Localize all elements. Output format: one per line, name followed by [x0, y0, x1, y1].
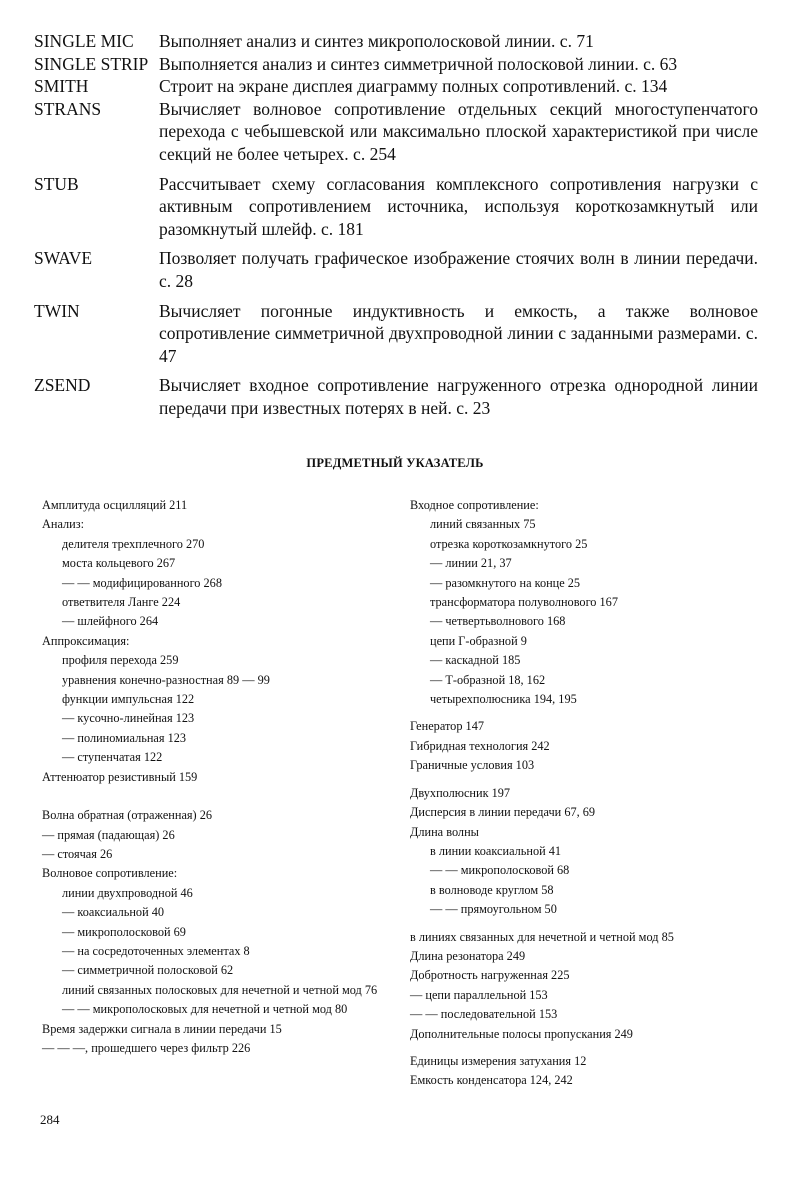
- index-entry: Дополнительные полосы пропускания 249: [410, 1026, 633, 1041]
- glossary-definition: Выполняет анализ и синтез микрополосковой линии. с. 71: [159, 31, 594, 51]
- glossary-entry-swave: [34, 247, 758, 292]
- index-column-left: [42, 496, 384, 1058]
- index-spacer: [410, 920, 760, 928]
- index-entry: — цепи параллельной 153: [410, 987, 548, 1002]
- glossary-term: TWIN: [34, 300, 80, 321]
- index-entry: Длина волны: [410, 824, 479, 839]
- glossary-entry-single-strip: [34, 53, 758, 76]
- index-entry: Волновое сопротивление:: [42, 866, 178, 881]
- glossary-term: SWAVE: [34, 248, 93, 269]
- index-spacer: [410, 776, 760, 784]
- index-entry: Граничные условия 103: [410, 758, 535, 773]
- glossary-term: ZSEND: [34, 375, 91, 396]
- index-entry: Добротность нагруженная 225: [410, 968, 570, 983]
- index-subentry: — — микрополосковых для нечетной и четной мод 80: [62, 1002, 348, 1017]
- index-subentry: трансформатора полуволнового 167: [430, 595, 618, 610]
- glossary-definition: Позволяет получать графическое изображение стоячих волн в линии передачи. с. 28: [159, 248, 758, 291]
- index-subentry: цепи Г-образной 9: [430, 633, 527, 648]
- index-entry: Амплитуда осцилляций 211: [42, 498, 188, 512]
- index-subentry: — — микрополосковой 68: [430, 863, 570, 878]
- index-entry: — прямая (падающая) 26: [42, 827, 175, 842]
- index-column-right: [410, 496, 760, 1091]
- glossary-definition: Вычисляет входное сопротивление нагруженного отрезка однородной линии передачи при известных потерях в ней. с. 23: [159, 375, 758, 418]
- index-spacer: [410, 709, 760, 717]
- index-subentry: линии двухпроводной 46: [62, 885, 193, 900]
- index-entry: Дисперсия в линии передачи 67, 69: [410, 805, 596, 820]
- index-subentry: отрезка короткозамкнутого 25: [430, 536, 588, 551]
- index-entry: в линиях связанных для нечетной и четной мод 85: [410, 929, 674, 944]
- index-entry: — — последовательной 153: [410, 1007, 558, 1022]
- glossary-entry-stub: [34, 173, 758, 241]
- index-subentry: — разомкнутого на конце 25: [430, 575, 581, 590]
- index-entry: Анализ:: [42, 517, 85, 532]
- glossary-definition: Строит на экране дисплея диаграмму полных сопротивлений. с. 134: [159, 76, 668, 97]
- index-entry: Аттенюатор резистивный 159: [42, 769, 198, 784]
- index-entry: Волна обратная (отраженная) 26: [42, 808, 213, 823]
- index-spacer: [42, 787, 384, 806]
- index-subentry: линий связанных полосковых для нечетной и четной мод 76: [62, 982, 378, 997]
- glossary: [34, 30, 758, 427]
- index-entry: Аппроксимация:: [42, 633, 130, 648]
- index-subentry: — ступенчатая 122: [62, 750, 163, 765]
- index-subentry: четырехполюсника 194, 195: [430, 692, 577, 707]
- glossary-definition: Вычисляет погонные индуктивность и емкость, а также волновое сопротивление симметричной двухпроводной линии с заданными размерами. с. 47: [159, 300, 758, 366]
- glossary-entry-strans: [34, 98, 758, 166]
- index-subentry: — каскадной 185: [430, 653, 521, 668]
- glossary-definition: Вычисляет волновое сопротивление отдельных секций многоступенчатого перехода с чебышевской или максимально плоской характеристикой при числе секций не более четырех. с. 254: [159, 98, 758, 164]
- index-subentry: ответвителя Ланге 224: [62, 595, 181, 610]
- index-entry: Двухполюсник 197: [410, 785, 511, 800]
- index-subentry: делителя трехплечного 270: [62, 536, 205, 551]
- index-spacer: [410, 1044, 760, 1052]
- glossary-entry-single-mic: [34, 30, 758, 53]
- glossary-entry-zsend: [34, 374, 758, 419]
- glossary-entry-smith: [34, 75, 758, 98]
- index-subentry: в волноводе круглом 58: [430, 882, 554, 897]
- index-subentry: — кусочно-линейная 123: [62, 711, 195, 726]
- index-subentry: — — модифицированного 268: [62, 575, 222, 590]
- index-subentry: — линии 21, 37: [430, 556, 512, 571]
- index-subentry: — микрополосковой 69: [62, 924, 186, 939]
- index-entry: Емкость конденсатора 124, 242: [410, 1073, 573, 1088]
- index-title: ПРЕДМЕТНЫЙ УКАЗАТЕЛЬ: [306, 456, 484, 470]
- index-entry: Входное сопротивление:: [410, 498, 539, 512]
- index-subentry: — полиномиальная 123: [62, 730, 187, 745]
- index-subentry: — Т-образной 18, 162: [430, 672, 546, 687]
- index-subentry: уравнения конечно-разностная 89 — 99: [62, 672, 270, 687]
- glossary-term: SMITH: [34, 76, 89, 97]
- index-subentry: — четвертьволнового 168: [430, 614, 566, 629]
- page-number: 284: [40, 1112, 60, 1127]
- index-subentry: функции импульсная 122: [62, 692, 195, 707]
- index-entry: Гибридная технология 242: [410, 738, 550, 753]
- glossary-term: STRANS: [34, 98, 102, 119]
- index-entry: Длина резонатора 249: [410, 948, 526, 963]
- index-entry: Генератор 147: [410, 719, 484, 734]
- glossary-definition: Выполняется анализ и синтез симметричной полосковой линии. с. 63: [159, 53, 678, 74]
- index-subentry: линий связанных 75: [430, 517, 536, 532]
- index-subentry: — симметричной полосковой 62: [62, 963, 234, 978]
- index-entry: — — —, прошедшего через фильтр 226: [42, 1040, 251, 1055]
- glossary-term: STUB: [34, 173, 79, 194]
- index-entry: Время задержки сигнала в линии передачи 15: [42, 1021, 282, 1036]
- index-subentry: профиля перехода 259: [62, 653, 179, 668]
- index-subentry: — шлейфного 264: [62, 614, 159, 629]
- index-entry: — стоячая 26: [42, 846, 113, 861]
- index-entry: Единицы измерения затухания 12: [410, 1053, 587, 1068]
- index-subentry: — — прямоугольном 50: [430, 902, 557, 917]
- glossary-term: SINGLE MIC: [34, 31, 134, 51]
- index-subentry: — на сосредоточенных элементах 8: [62, 943, 250, 958]
- index-subentry: — коаксиальной 40: [62, 905, 165, 920]
- glossary-definition: Рассчитывает схему согласования комплексного сопротивления нагрузки с активным сопротивлением источника, используя короткозамкнутый или разомкнутый шлейф. с. 181: [159, 173, 758, 239]
- index-subentry: в линии коаксиальной 41: [430, 843, 562, 858]
- glossary-entry-twin: [34, 300, 758, 368]
- index-subentry: моста кольцевого 267: [62, 556, 176, 571]
- glossary-term: SINGLE STRIP: [34, 53, 149, 74]
